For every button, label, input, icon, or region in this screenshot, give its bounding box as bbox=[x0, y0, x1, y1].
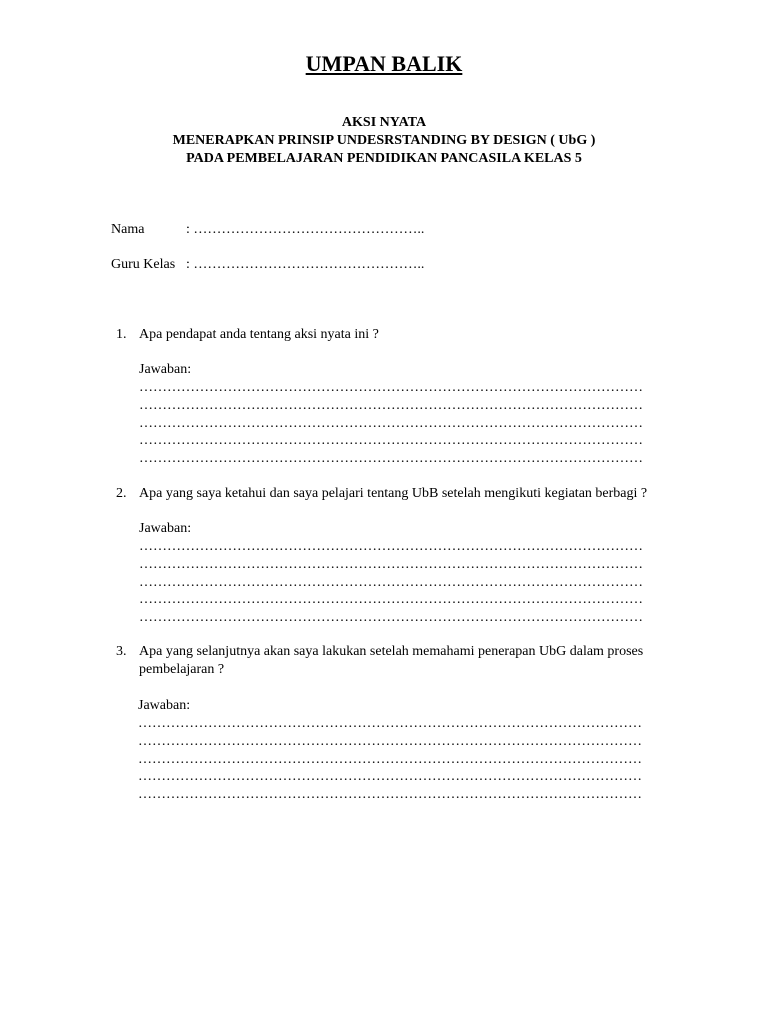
answer-line[interactable]: ……………………………………………………………………………………………… bbox=[139, 451, 643, 467]
answer-line[interactable]: ……………………………………………………………………………………………… bbox=[139, 610, 643, 626]
answer-block-1 bbox=[139, 361, 669, 468]
field-guru-kelas bbox=[111, 256, 424, 274]
field-nama-blank[interactable]: : ………………………………………….. bbox=[186, 222, 425, 237]
field-nama bbox=[111, 221, 424, 239]
subtitle-line-3: PADA PEMBELAJARAN PENDIDIKAN PANCASILA KELAS 5 bbox=[186, 151, 582, 166]
answer-line[interactable]: ……………………………………………………………………………………………… bbox=[139, 397, 643, 413]
answer-line[interactable]: ……………………………………………………………………………………………… bbox=[138, 787, 642, 803]
question-text: Apa yang selanjutnya akan saya lakukan setelah memahami penerapan UbG dalam proses pembelajaran ? bbox=[139, 644, 644, 677]
answer-label: Jawaban: bbox=[139, 521, 192, 536]
answer-line[interactable]: ……………………………………………………………………………………………… bbox=[138, 769, 642, 785]
question-number: 3. bbox=[116, 644, 127, 659]
answer-line[interactable]: ……………………………………………………………………………………………… bbox=[138, 733, 642, 749]
answer-label: Jawaban: bbox=[138, 698, 191, 713]
field-guru-kelas-blank[interactable]: : ………………………………………….. bbox=[186, 257, 425, 272]
answer-line[interactable]: ……………………………………………………………………………………………… bbox=[139, 556, 643, 572]
answer-line[interactable]: ……………………………………………………………………………………………… bbox=[139, 574, 643, 590]
field-guru-kelas-label: Guru Kelas bbox=[111, 257, 176, 272]
answer-line[interactable]: ……………………………………………………………………………………………… bbox=[138, 751, 642, 767]
answer-line[interactable]: ……………………………………………………………………………………………… bbox=[139, 539, 643, 554]
answer-label: Jawaban: bbox=[139, 362, 192, 377]
answer-line[interactable]: ……………………………………………………………………………………………… bbox=[139, 415, 643, 431]
field-nama-label: Nama bbox=[111, 222, 145, 237]
answer-block-2 bbox=[139, 520, 669, 627]
answer-line[interactable]: ……………………………………………………………………………………………… bbox=[139, 380, 643, 395]
answer-line[interactable]: ……………………………………………………………………………………………… bbox=[139, 592, 643, 608]
question-number: 2. bbox=[116, 486, 127, 501]
question-number: 1. bbox=[116, 327, 127, 342]
subtitle-line-2: MENERAPKAN PRINSIP UNDESRSTANDING BY DESIGN ( UbG ) bbox=[172, 133, 596, 148]
subtitle-line-1: AKSI NYATA bbox=[341, 115, 427, 130]
answer-block-3 bbox=[138, 697, 668, 804]
answer-line[interactable]: ……………………………………………………………………………………………… bbox=[139, 433, 643, 449]
answer-line[interactable]: ……………………………………………………………………………………………… bbox=[138, 716, 642, 731]
question-text: Apa pendapat anda tentang aksi nyata ini ? bbox=[139, 327, 379, 342]
question-text: Apa yang saya ketahui dan saya pelajari tentang UbB setelah mengikuti kegiatan berbagi ? bbox=[139, 486, 648, 501]
document-title: UMPAN BALIK bbox=[305, 51, 463, 76]
